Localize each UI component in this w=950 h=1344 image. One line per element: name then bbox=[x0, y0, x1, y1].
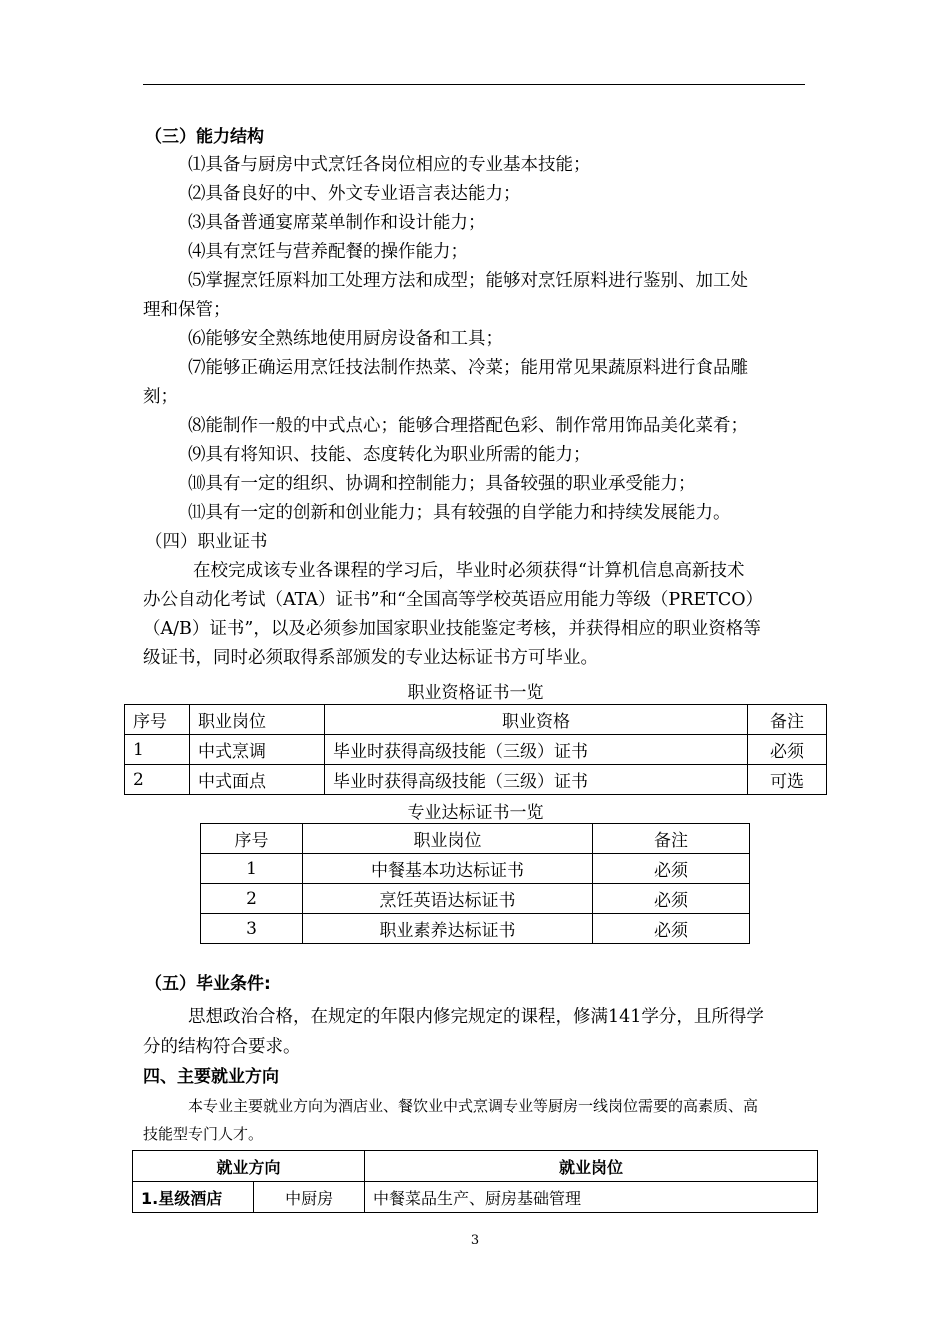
table-cell: 必须 bbox=[748, 735, 827, 765]
table-cell: 中厨房 bbox=[254, 1182, 365, 1213]
table-row bbox=[201, 884, 750, 914]
cert-paragraph-line: 在校完成该专业各课程的学习后，毕业时必须获得“计算机信息高新技术 bbox=[193, 561, 745, 581]
table-cell: 中餐基本功达标证书 bbox=[303, 854, 593, 884]
qualification-table bbox=[124, 704, 827, 795]
table-cell: 必须 bbox=[593, 854, 750, 884]
ability-item: ⑺能够正确运用烹饪技法制作热菜、冷菜；能用常见果蔬原料进行食品雕 bbox=[188, 358, 748, 378]
header-cell: 序号 bbox=[125, 705, 190, 735]
table-cell: 中式烹调 bbox=[190, 735, 325, 765]
header-cell: 就业方向 bbox=[133, 1151, 365, 1182]
table-header-row bbox=[201, 824, 750, 854]
part-heading-employment: 四、主要就业方向 bbox=[143, 1067, 279, 1087]
ability-item: ⑶具备普通宴席菜单制作和设计能力； bbox=[188, 213, 486, 233]
employment-paragraph-line: 本专业主要就业方向为酒店业、餐饮业中式烹调专业等厨房一线岗位需要的高素质、高 bbox=[188, 1097, 759, 1115]
section-heading-certificates: （四）职业证书 bbox=[145, 532, 268, 552]
header-cell: 序号 bbox=[201, 824, 303, 854]
ability-item: ⑴具备与厨房中式烹饪各岗位相应的专业基本技能； bbox=[188, 155, 591, 175]
ability-item: ⑽具有一定的组织、协调和控制能力；具备较强的职业承受能力； bbox=[188, 474, 696, 494]
page-number: 3 bbox=[470, 1233, 480, 1248]
ability-item: ⑾具有一定的创新和创业能力；具有较强的自学能力和持续发展能力。 bbox=[188, 503, 731, 523]
ability-item: ⑼具有将知识、技能、态度转化为职业所需的能力； bbox=[188, 445, 591, 465]
ability-item-cont: 刻； bbox=[143, 387, 178, 407]
section-heading-ability: （三）能力结构 bbox=[145, 127, 264, 147]
employment-paragraph-line: 技能型专门人才。 bbox=[143, 1125, 264, 1143]
cert-paragraph-line: 办公自动化考试（ATA）证书”和“全国高等学校英语应用能力等级（PRETCO） bbox=[143, 590, 764, 610]
ability-item: ⑷具有烹饪与营养配餐的操作能力； bbox=[188, 242, 468, 262]
table2-caption: 专业达标证书一览 bbox=[407, 803, 544, 823]
table-row bbox=[125, 765, 827, 795]
table-cell: 必须 bbox=[593, 914, 750, 944]
ability-item-cont: 理和保管； bbox=[143, 300, 231, 320]
table-cell: 毕业时获得高级技能（三级）证书 bbox=[325, 765, 748, 795]
table-cell: 毕业时获得高级技能（三级）证书 bbox=[325, 735, 748, 765]
standard-cert-table bbox=[200, 823, 750, 944]
table-row bbox=[125, 735, 827, 765]
cert-paragraph-line: 级证书，同时必须取得系部颁发的专业达标证书方可毕业。 bbox=[143, 648, 598, 668]
header-cell: 职业岗位 bbox=[190, 705, 325, 735]
table-cell: 中式面点 bbox=[190, 765, 325, 795]
table-cell: 可选 bbox=[748, 765, 827, 795]
header-cell: 职业资格 bbox=[325, 705, 748, 735]
table-cell: 1 bbox=[201, 854, 303, 884]
ability-item: ⑻能制作一般的中式点心；能够合理搭配色彩、制作常用饰品美化菜肴； bbox=[188, 416, 748, 436]
header-cell: 备注 bbox=[748, 705, 827, 735]
graduation-paragraph-line: 分的结构符合要求。 bbox=[143, 1037, 301, 1057]
graduation-paragraph-line: 思想政治合格，在规定的年限内修完规定的课程，修满141学分，且所得学 bbox=[188, 1007, 764, 1027]
table-header-row bbox=[133, 1151, 818, 1182]
table-cell: 1 bbox=[125, 735, 190, 765]
table-row bbox=[201, 914, 750, 944]
table-cell: 职业素养达标证书 bbox=[303, 914, 593, 944]
section-heading-graduation: （五）毕业条件: bbox=[145, 974, 271, 994]
header-cell: 就业岗位 bbox=[365, 1151, 818, 1182]
table1-caption: 职业资格证书一览 bbox=[407, 683, 544, 703]
table-cell: 2 bbox=[125, 765, 190, 795]
ability-item: ⑸掌握烹饪原料加工处理方法和成型；能够对烹饪原料进行鉴别、加工处 bbox=[188, 271, 748, 291]
header-rule bbox=[143, 84, 805, 85]
table-cell: 1.星级酒店 bbox=[133, 1182, 254, 1213]
table-cell: 2 bbox=[201, 884, 303, 914]
table-cell: 烹饪英语达标证书 bbox=[303, 884, 593, 914]
ability-item: ⑵具备良好的中、外文专业语言表达能力； bbox=[188, 184, 521, 204]
ability-item: ⑹能够安全熟练地使用厨房设备和工具； bbox=[188, 329, 503, 349]
table-cell: 必须 bbox=[593, 884, 750, 914]
table-header-row bbox=[125, 705, 827, 735]
table-cell: 3 bbox=[201, 914, 303, 944]
header-cell: 职业岗位 bbox=[303, 824, 593, 854]
table-row bbox=[201, 854, 750, 884]
cert-paragraph-line: （A/B）证书”，以及必须参加国家职业技能鉴定考核，并获得相应的职业资格等 bbox=[143, 619, 761, 639]
table-cell: 中餐菜品生产、厨房基础管理 bbox=[365, 1182, 818, 1213]
employment-table bbox=[132, 1150, 818, 1213]
header-cell: 备注 bbox=[593, 824, 750, 854]
table-row bbox=[133, 1182, 818, 1213]
